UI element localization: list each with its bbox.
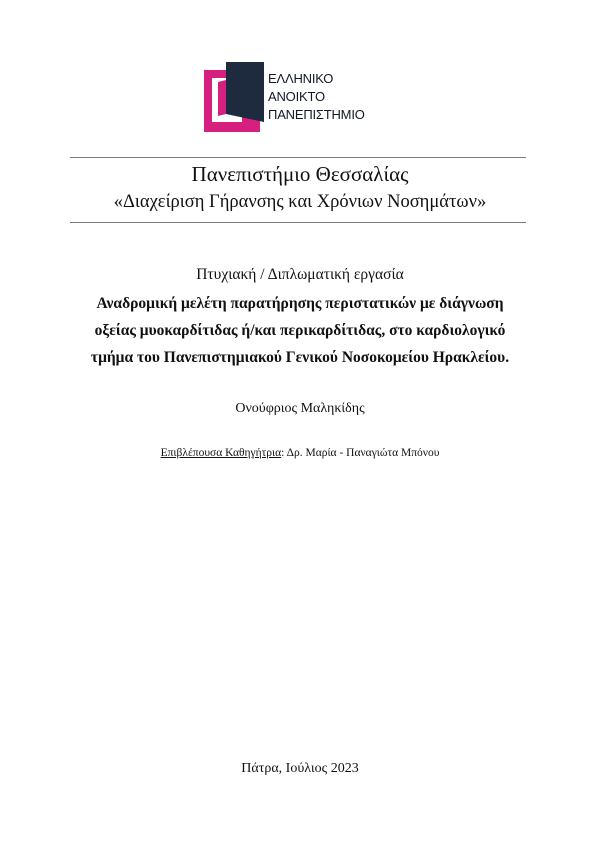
thesis-title xyxy=(50,290,550,371)
university-name: Πανεπιστήμιο Θεσσαλίας xyxy=(191,162,409,186)
thesis-title-line-1: Αναδρομική μελέτη παρατήρησης περιστατικών με διάγνωση xyxy=(96,295,504,312)
logo-mark-icon xyxy=(204,62,264,134)
university-logo xyxy=(204,62,384,134)
place-date: Πάτρα, Ιούλιος 2023 xyxy=(241,761,359,776)
header-top-rule xyxy=(70,157,526,158)
logo-line-3: ΠΑΝΕΠΙΣΤΗΜΙΟ xyxy=(268,107,365,122)
thesis-title-line-2: οξείας μυοκαρδίτιδας ή/και περικαρδίτιδας, στο καρδιολογικό xyxy=(94,322,506,339)
supervisor-separator: : xyxy=(281,447,285,459)
logo-line-2: ΑΝΟΙΚΤΟ xyxy=(268,89,325,104)
supervisor-name: Δρ. Μαρία - Παναγιώτα Μπόνου xyxy=(286,447,440,459)
logo-text xyxy=(268,70,365,124)
supervisor-line xyxy=(0,445,600,461)
thesis-type: Πτυχιακή / Διπλωματική εργασία xyxy=(196,266,404,283)
thesis-title-line-3: τμήμα του Πανεπιστημιακού Γενικού Νοσοκομείου Ηρακλείου. xyxy=(90,349,510,366)
supervisor-label: Επιβλέπουσα Καθηγήτρια xyxy=(160,447,282,459)
author-name: Ονούφριος Μαληκίδης xyxy=(235,401,365,416)
logo-line-1: ΕΛΛΗΝΙΚΟ xyxy=(268,71,334,86)
program-name: «Διαχείριση Γήρανσης και Χρόνιων Νοσημάτων» xyxy=(113,192,487,212)
header-bottom-rule xyxy=(70,222,526,223)
